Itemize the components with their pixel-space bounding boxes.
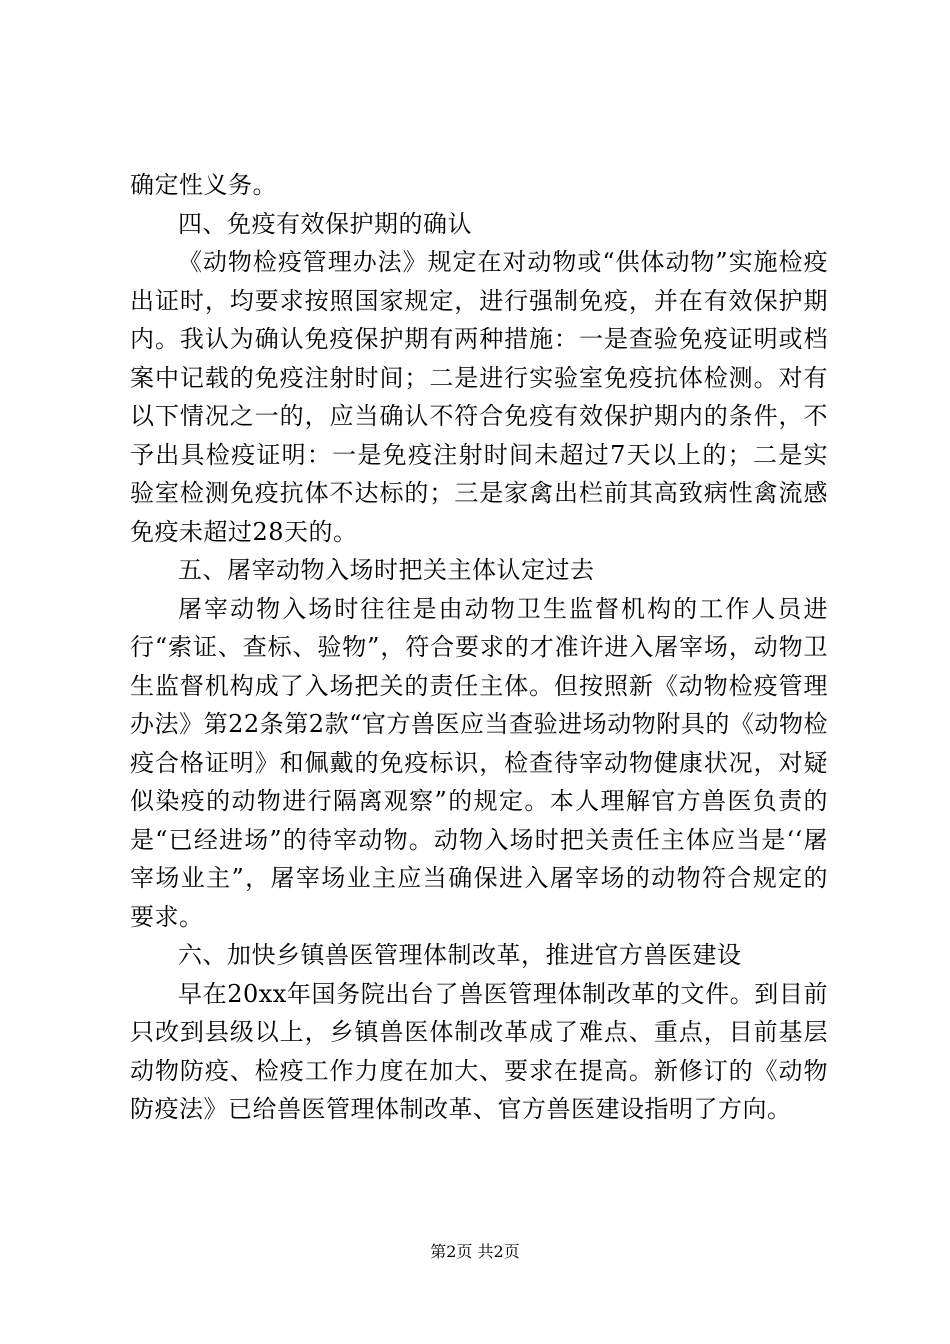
section-heading-4: 四、免疫有效保护期的确认 xyxy=(178,209,472,238)
section-heading-5: 五、屠宰动物入场时把关主体认定过去 xyxy=(178,556,595,584)
section-heading-6: 六、加快乡镇兽医管理体制改革，推进官方兽医建设 xyxy=(178,941,742,969)
document-body xyxy=(130,166,828,1129)
paragraph-slaughter-entry: 屠宰动物入场时往往是由动物卫生监督机构的工作人员进行“索证、查标、验物”，符合要求的才准许进入屠宰场，动物卫生监督机构成了入场把关的责任主体。但按照新《动物检疫管理办法》第22条第2款“官方兽医应当查验进场动物附具的《动物检疫合格证明》和佩戴的免疫标识，检查待宰动物健康状况，对疑似染疫的动物进行隔离观察”的规定。本人理解官方兽医负责的是“已经进场”的待宰动物。动物入场时把关责任主体应当是‘‘屠宰场业主”，屠宰场业主应当确保进入屠宰场的动物符合规定的要求。 xyxy=(130,594,828,931)
paragraph-immunity-period: 《动物检疫管理办法》规定在对动物或“供体动物”实施检疫出证时，均要求按照国家规定，进行强制免疫，并在有效保护期内。我认为确认免疫保护期有两种措施：一是查验免疫证明或档案中记载的免疫注射时间；二是进行实验室免疫抗体检测。对有以下情况之一的，应当确认不符合免疫有效保护期内的条件，不予出具检疫证明：一是免疫注射时间未超过7天以上的；二是实验室检测免疫抗体不达标的；三是家禽出栏前其高致病性禽流感免疫未超过28天的。 xyxy=(130,248,828,546)
paragraph-continued: 确定性义务。 xyxy=(130,171,277,199)
page-footer xyxy=(0,1242,950,1262)
page-number-label: 第2页 共2页 xyxy=(430,1242,520,1261)
paragraph-vet-reform: 早在20xx年国务院出台了兽医管理体制改革的文件。到目前只改到县级以上，乡镇兽医体制改革成了难点、重点，目前基层动物防疫、检疫工作力度在加大、要求在提高。新修订的《动物防疫法》已给兽医管理体制改革、官方兽医建设指明了方向。 xyxy=(130,979,828,1123)
